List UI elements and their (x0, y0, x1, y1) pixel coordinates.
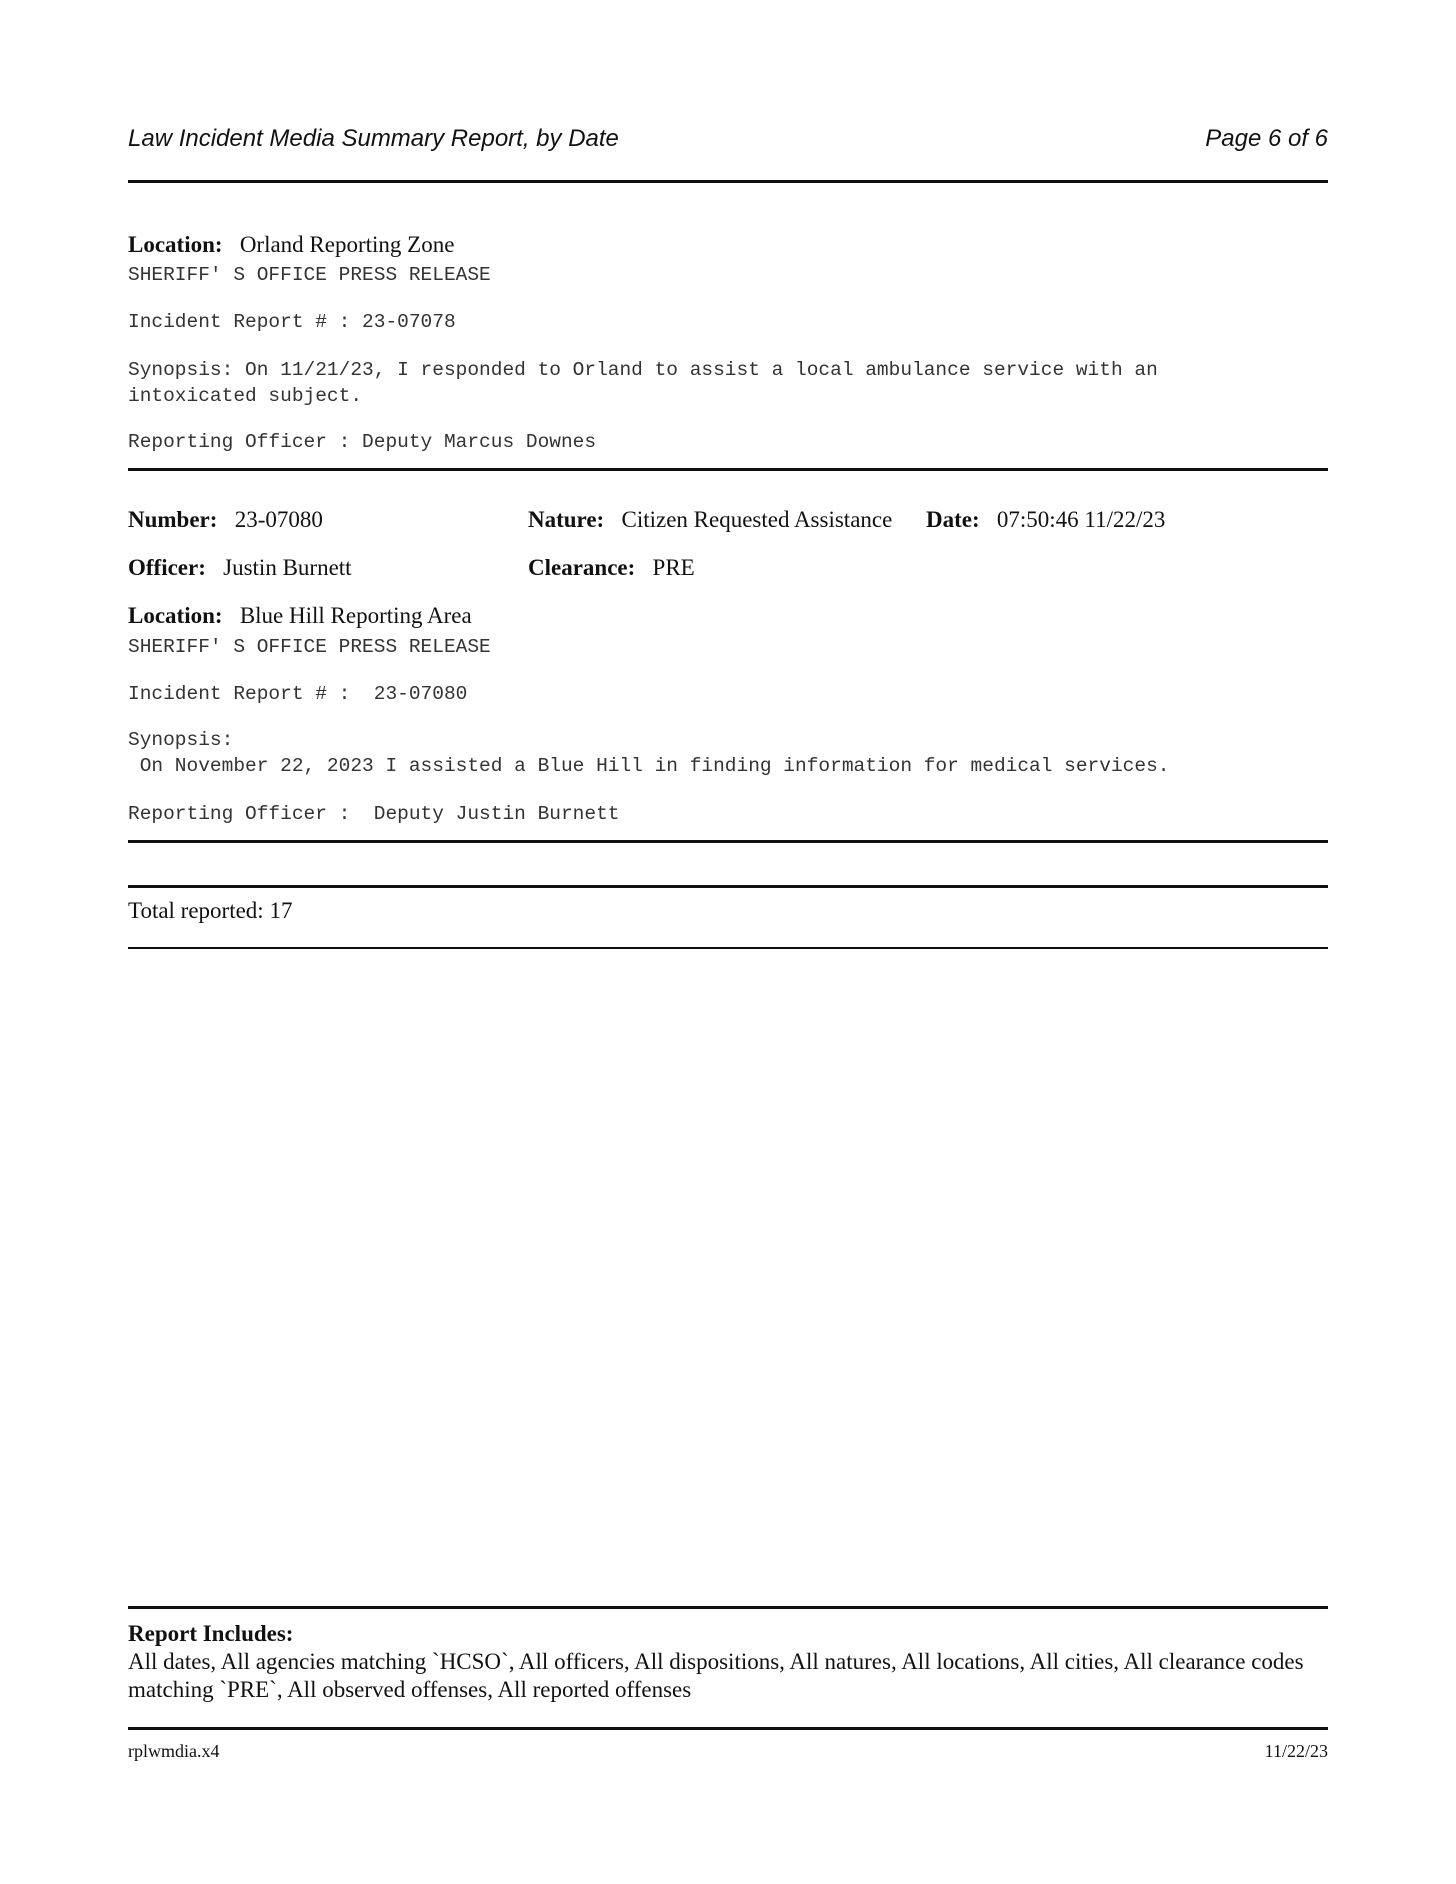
record-divider (128, 840, 1328, 843)
date-label: Date: (926, 507, 980, 532)
record2-location-row (128, 603, 472, 629)
report-page (128, 0, 1328, 1884)
record2-synopsis: On November 22, 2023 I assisted a Blue Hill in finding information for medical services. (128, 755, 1170, 777)
nature-value: Citizen Requested Assistance (621, 507, 893, 532)
location-value: Orland Reporting Zone (239, 232, 455, 257)
record2-reporting-officer: Reporting Officer : Deputy Justin Burnett (128, 803, 620, 825)
record2-synopsis-label: Synopsis: (128, 729, 234, 751)
location-value: Blue Hill Reporting Area (239, 603, 472, 628)
clearance-label: Clearance: (528, 555, 636, 580)
report-title: Law Incident Media Summary Report, by Date (128, 125, 619, 152)
record2-nature-field (528, 507, 892, 533)
footer-report-code: rplwmdia.x4 (128, 1741, 220, 1761)
number-value: 23-07080 (234, 507, 323, 532)
record1-incident-report: Incident Report # : 23-07078 (128, 311, 456, 333)
record2-clearance-field (528, 555, 695, 581)
record1-synopsis: Synopsis: On 11/21/23, I responded to Orland to assist a local ambulance service with an intoxicated subject. (128, 359, 1158, 407)
officer-label: Officer: (128, 555, 206, 580)
record2-officer-field (128, 555, 352, 581)
record2-number-field (128, 507, 323, 533)
record1-reporting-officer: Reporting Officer : Deputy Marcus Downes (128, 431, 597, 453)
record-divider (128, 468, 1328, 471)
report-header (128, 125, 1328, 161)
report-includes-label: Report Includes: (128, 1621, 294, 1646)
header-divider (128, 180, 1328, 183)
number-label: Number: (128, 507, 218, 532)
date-value: 07:50:46 11/22/23 (996, 507, 1166, 532)
total-bottom-divider (128, 947, 1328, 949)
total-reported: Total reported: 17 (128, 898, 293, 923)
clearance-value: PRE (652, 555, 695, 580)
nature-label: Nature: (528, 507, 605, 532)
record2-date-field (926, 507, 1165, 533)
location-label: Location: (128, 603, 223, 628)
record1-location-row (128, 232, 454, 258)
record1-press-release: SHERIFF' S OFFICE PRESS RELEASE (128, 264, 491, 286)
total-top-divider (128, 885, 1328, 888)
includes-divider (128, 1606, 1328, 1609)
report-includes (128, 1620, 1328, 1704)
footer-divider (128, 1727, 1328, 1730)
footer-date: 11/22/23 (1264, 1741, 1328, 1761)
location-label: Location: (128, 232, 223, 257)
page-number: Page 6 of 6 (1205, 125, 1328, 152)
record2-press-release: SHERIFF' S OFFICE PRESS RELEASE (128, 636, 491, 658)
record2-incident-report: Incident Report # : 23-07080 (128, 683, 468, 705)
report-includes-text: All dates, All agencies matching `HCSO`, All officers, All dispositions, All natures, All locations, All cities, All clearance codes matching `PRE`, All observed offenses, All reported offenses (128, 1649, 1304, 1702)
officer-value: Justin Burnett (223, 555, 352, 580)
